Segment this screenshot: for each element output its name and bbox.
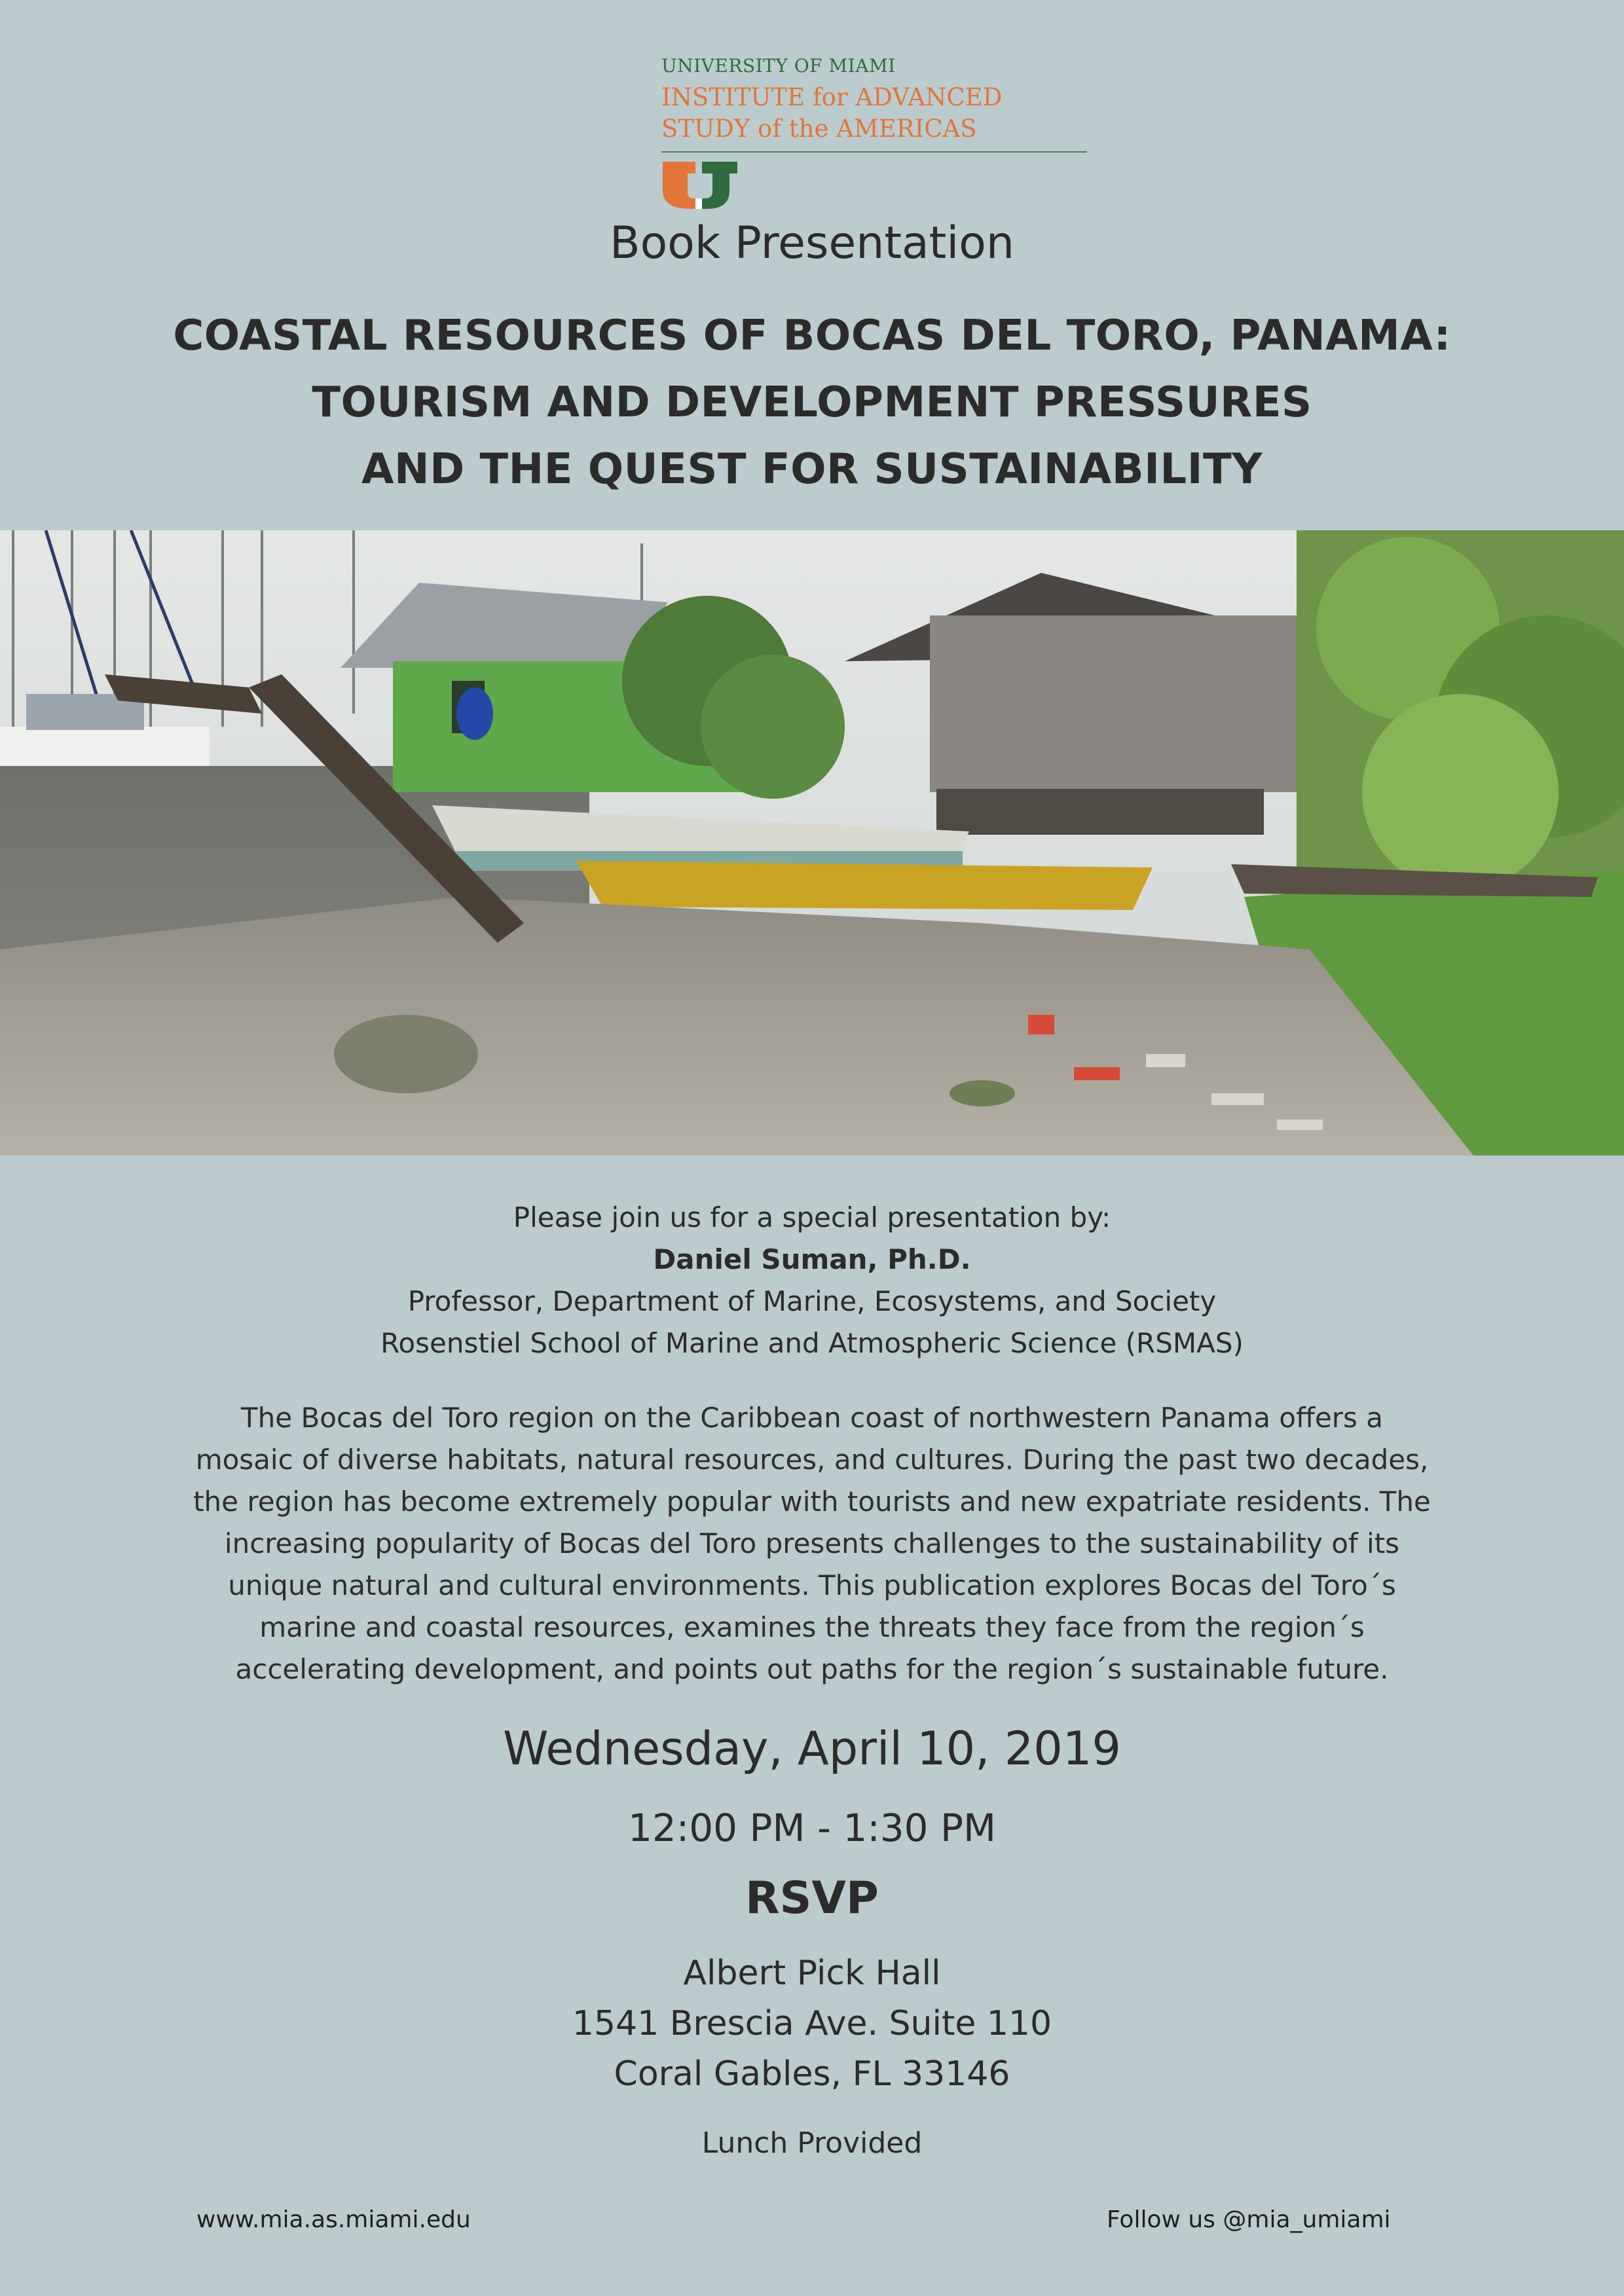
u-logo-icon	[661, 162, 740, 209]
description-line: accelerating development, and points out paths for the region´s sustainable future.	[235, 1653, 1389, 1685]
title-line: COASTAL RESOURCES OF BOCAS DEL TORO, PANAMA:	[173, 312, 1451, 360]
event-kicker: Book Presentation	[610, 217, 1014, 269]
description-line: unique natural and cultural environments. This publication explores Bocas del Toro´s	[228, 1569, 1396, 1601]
logo-divider	[661, 151, 1087, 153]
presenter-school: Rosenstiel School of Marine and Atmospheric Science (RSMAS)	[380, 1327, 1244, 1359]
book-title	[0, 302, 1624, 503]
presenter-role: Professor, Department of Marine, Ecosystems, and Society	[407, 1285, 1217, 1317]
description-line: The Bocas del Toro region on the Caribbean coast of northwestern Panama offers a	[240, 1402, 1383, 1434]
presenter-intro: Please join us for a special presentation by:	[513, 1201, 1111, 1233]
venue-street: 1541 Brescia Ave. Suite 110	[572, 2004, 1052, 2043]
social-handle[interactable]: Follow us @mia_umiami	[1107, 2206, 1391, 2233]
description-line: marine and coastal resources, examines the threats they face from the region´s	[259, 1611, 1365, 1643]
title-line: TOURISM AND DEVELOPMENT PRESSURES	[312, 378, 1312, 427]
presenter-block	[0, 1197, 1624, 1364]
logo-institute-line2: STUDY of the AMERICAS	[661, 115, 977, 143]
logo-institute-line1: INSTITUTE for ADVANCED	[661, 83, 1003, 111]
logo-university: UNIVERSITY OF MIAMI	[661, 55, 896, 77]
presenter-name: Daniel Suman, Ph.D.	[653, 1243, 971, 1275]
description-line: mosaic of diverse habitats, natural resources, and cultures. During the past two decades,	[195, 1444, 1429, 1476]
book-description	[147, 1397, 1477, 1690]
rsvp-label: RSVP	[745, 1872, 879, 1924]
event-time: 12:00 PM - 1:30 PM	[627, 1806, 997, 1850]
venue-address	[0, 1948, 1624, 2100]
description-line: the region has become extremely popular with tourists and new expatriate residents. The	[193, 1485, 1431, 1518]
venue-name: Albert Pick Hall	[683, 1954, 941, 1993]
venue-city: Coral Gables, FL 33146	[614, 2054, 1010, 2094]
website-link[interactable]: www.mia.as.miami.edu	[196, 2206, 471, 2233]
event-date: Wednesday, April 10, 2019	[503, 1722, 1121, 1776]
description-line: increasing popularity of Bocas del Toro presents challenges to the sustainability of its	[224, 1527, 1400, 1559]
institute-logo	[661, 55, 1087, 211]
lunch-note: Lunch Provided	[701, 2126, 923, 2160]
coastal-village-photo	[0, 530, 1624, 1156]
title-line: AND THE QUEST FOR SUSTAINABILITY	[361, 445, 1263, 494]
